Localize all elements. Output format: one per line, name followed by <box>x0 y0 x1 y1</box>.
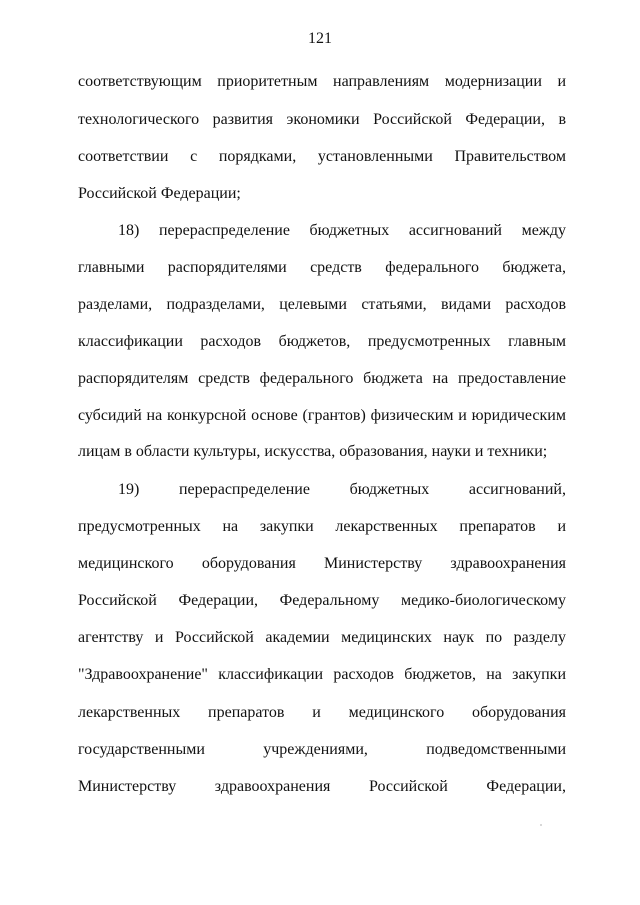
text-line: государственными учреждениями, подведомственными <box>78 741 566 758</box>
text-line: предусмотренных на закупки лекарственных препаратов и <box>78 518 566 535</box>
text-line: лекарственных препаратов и медицинского оборудования <box>78 704 566 721</box>
text-line: технологического развития экономики Российской Федерации, в <box>78 111 566 128</box>
scan-speck <box>540 824 542 826</box>
text-line: разделами, подразделами, целевыми статьями, видами расходов <box>78 296 566 313</box>
text-line: 18) перераспределение бюджетных ассигнований между <box>118 222 566 239</box>
text-line: субсидий на конкурсной основе (грантов) физическим и юридическим <box>78 407 566 424</box>
text-line: "Здравоохранение" классификации расходов бюджетов, на закупки <box>78 666 566 683</box>
text-line: распорядителям средств федерального бюджета на предоставление <box>78 370 566 387</box>
page-number: 121 <box>308 30 332 47</box>
text-line: классификации расходов бюджетов, предусмотренных главным <box>78 333 566 350</box>
text-line: главными распорядителями средств федерального бюджета, <box>78 259 566 276</box>
text-line: 19) перераспределение бюджетных ассигнований, <box>118 481 566 498</box>
text-line: агентству и Российской академии медицинских наук по разделу <box>78 629 566 646</box>
text-line: Российской Федерации, Федеральному медико-биологическому <box>78 592 566 609</box>
text-line: лицам в области культуры, искусства, образования, науки и техники; <box>78 443 548 460</box>
text-line: Российской Федерации; <box>78 185 241 202</box>
text-line: Министерству здравоохранения Российской Федерации, <box>78 778 566 795</box>
text-line: соответствующим приоритетным направлениям модернизации и <box>78 73 566 90</box>
text-line: медицинского оборудования Министерству здравоохранения <box>78 555 566 572</box>
text-line: соответствии с порядками, установленными Правительством <box>78 148 566 165</box>
